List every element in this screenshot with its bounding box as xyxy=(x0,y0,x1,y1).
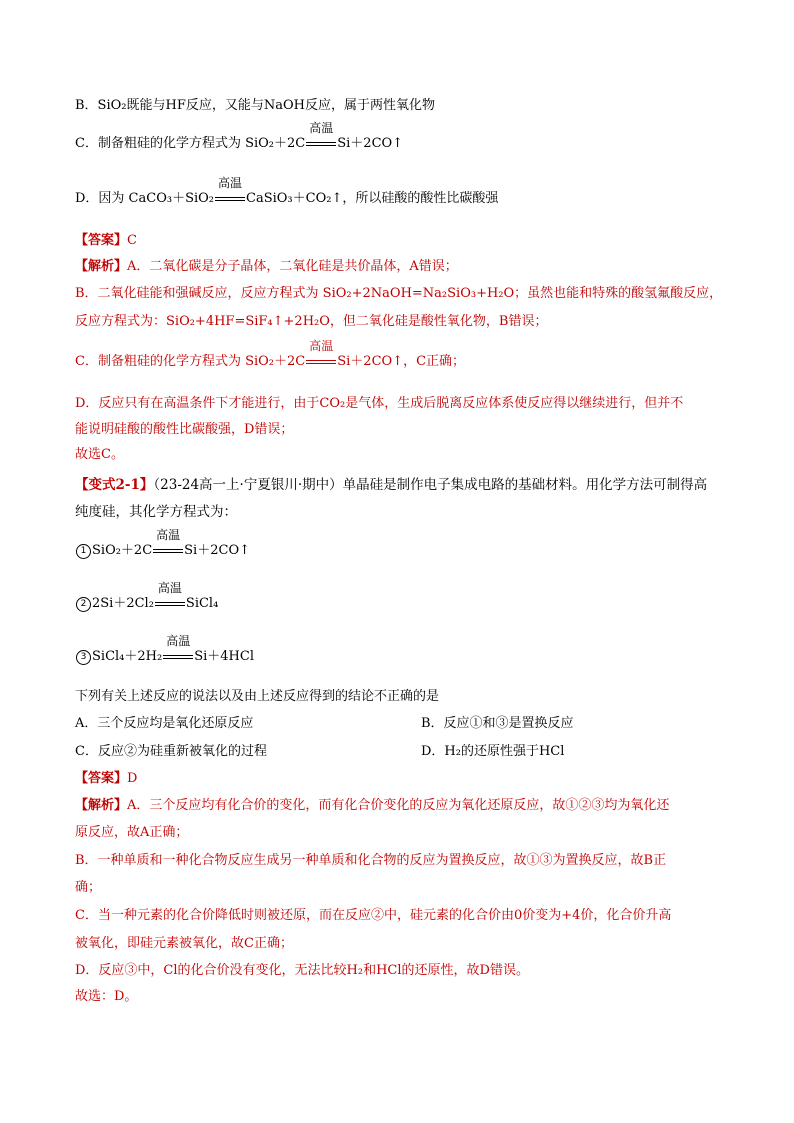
q2-analysis-b2: 确； xyxy=(75,880,102,895)
reaction-reactants: 2Si＋2Cl₂ xyxy=(92,596,154,611)
q1-analysis-c xyxy=(75,339,466,371)
q2-answer xyxy=(75,770,137,788)
q2-option-a: A．三个反应均是氧化还原反应 xyxy=(75,716,254,731)
q1-analysis-d2: 能说明硅酸的酸性比碳酸强，D错误； xyxy=(75,422,294,437)
q1-analysis-d1: D．反应只有在高温条件下才能进行，由于CO₂是气体，生成后脱离反应体系使反应得以继续进行，但并不 xyxy=(75,396,684,411)
condition-label: 高温 xyxy=(166,634,191,648)
analysis-tag: 【解析】 xyxy=(75,798,128,813)
q2-analysis-c2: 被氧化，即硅元素被氧化，故C正确； xyxy=(75,936,293,951)
q2-analysis-b1: B．一种单质和一种化合物反应生成另一种单质和化合物的反应为置换反应，故①③为置换反应，故B正 xyxy=(75,853,667,868)
q2-option-b: B．反应①和③是置换反应 xyxy=(421,716,574,731)
q2-reaction-1 xyxy=(75,528,250,560)
circled-number: 3 xyxy=(76,650,91,665)
analysis-text: A．二氧化碳是分子晶体，二氧化硅是共价晶体，A错误； xyxy=(127,259,458,274)
q2-stem-line2: 纯度硅，其化学方程式为： xyxy=(75,504,237,520)
condition-label: 高温 xyxy=(309,121,334,135)
q1-analysis-b2: 反应方程式为：SiO₂+4HF=SiF₄↑+2H₂O，但二氧化硅是酸性氧化物，B错误； xyxy=(75,314,548,329)
q1-option-b: B．SiO₂既能与HF反应，又能与NaOH反应，属于两性氧化物 xyxy=(75,98,435,113)
reaction-products: Si＋2CO↑ xyxy=(184,543,250,558)
q1-option-d-arrow xyxy=(214,176,246,208)
answer-value: D xyxy=(127,771,138,786)
answer-tag: 【答案】 xyxy=(75,233,128,248)
q2-analysis-c1: C．当一种元素的化合价降低时则被还原，而在反应②中，硅元素的化合价由0价变为+4价，化合价升高 xyxy=(75,908,672,923)
q2-conclusion: 故选：D。 xyxy=(75,989,138,1004)
analysis-c-arrow xyxy=(305,339,337,371)
reaction-reactants: SiCl₄＋2H₂ xyxy=(92,649,163,664)
q2-options-row1 xyxy=(75,715,574,733)
q1-option-c-arrow xyxy=(305,121,337,153)
analysis-tag: 【解析】 xyxy=(75,259,128,274)
q2-analysis-d: D．反应③中，Cl的化合价没有变化，无法比较H₂和HCl的还原性，故D错误。 xyxy=(75,963,529,978)
q2-option-d: D．H₂的还原性强于HCl xyxy=(421,744,565,759)
q1-answer xyxy=(75,232,137,250)
q1-conclusion: 故选C。 xyxy=(75,447,124,462)
reaction-reactants: SiO₂＋2C xyxy=(92,543,153,558)
q1-option-d xyxy=(75,176,499,208)
q2-question: 下列有关上述反应的说法以及由上述反应得到的结论不正确的是 xyxy=(75,689,440,704)
q2-reaction-3 xyxy=(75,634,254,666)
q2-stem-line1 xyxy=(75,476,707,494)
circled-number: 1 xyxy=(76,544,91,559)
condition-label: 高温 xyxy=(218,176,243,190)
analysis-c-text: C．制备粗硅的化学方程式为 SiO₂＋2C xyxy=(75,354,306,369)
q2-reaction-2 xyxy=(75,581,219,613)
reaction-arrow xyxy=(154,581,186,613)
q2-option-c: C．反应②为硅重新被氧化的过程 xyxy=(75,744,267,759)
answer-value: C xyxy=(127,233,137,248)
condition-label: 高温 xyxy=(157,581,182,595)
reaction-arrow xyxy=(152,528,184,560)
reaction-products: Si＋4HCl xyxy=(194,649,254,664)
variant-tag: 【变式2-1】 xyxy=(75,477,154,493)
stem-text: （23-24高一上·宁夏银川·期中）单晶硅是制作电子集成电路的基础材料。用化学方法可制得高 xyxy=(153,477,708,493)
q1-analysis-a xyxy=(75,258,458,276)
q2-analysis-a2: 原反应，故A正确； xyxy=(75,825,189,840)
q1-option-d-text: D．因为 CaCO₃＋SiO₂ xyxy=(75,191,215,206)
reaction-products: SiCl₄ xyxy=(185,596,219,611)
q1-analysis-b1: B．二氧化硅能和强碱反应，反应方程式为 SiO₂+2NaOH=Na₂SiO₃+H₂O；虽然也能和特殊的酸氢氟酸反应， xyxy=(75,286,723,301)
q1-option-c xyxy=(75,121,404,153)
condition-label: 高温 xyxy=(309,339,334,353)
analysis-text: A．三个反应均有化合价的变化，而有化合价变化的反应为氧化还原反应，故①②③均为氧化还 xyxy=(127,798,670,813)
analysis-c-products: Si＋2CO↑，C正确； xyxy=(337,354,466,369)
reaction-arrow xyxy=(162,634,194,666)
q1-option-c-text: C．制备粗硅的化学方程式为 SiO₂＋2C xyxy=(75,136,306,151)
q2-analysis-a1 xyxy=(75,797,669,815)
circled-number: 2 xyxy=(76,597,91,612)
q1-option-c-products: Si＋2CO↑ xyxy=(337,136,404,151)
q1-option-d-products: CaSiO₃＋CO₂↑，所以硅酸的酸性比碳酸强 xyxy=(246,191,499,206)
q2-options-row2 xyxy=(75,743,565,761)
answer-tag: 【答案】 xyxy=(75,771,128,786)
condition-label: 高温 xyxy=(156,528,181,542)
